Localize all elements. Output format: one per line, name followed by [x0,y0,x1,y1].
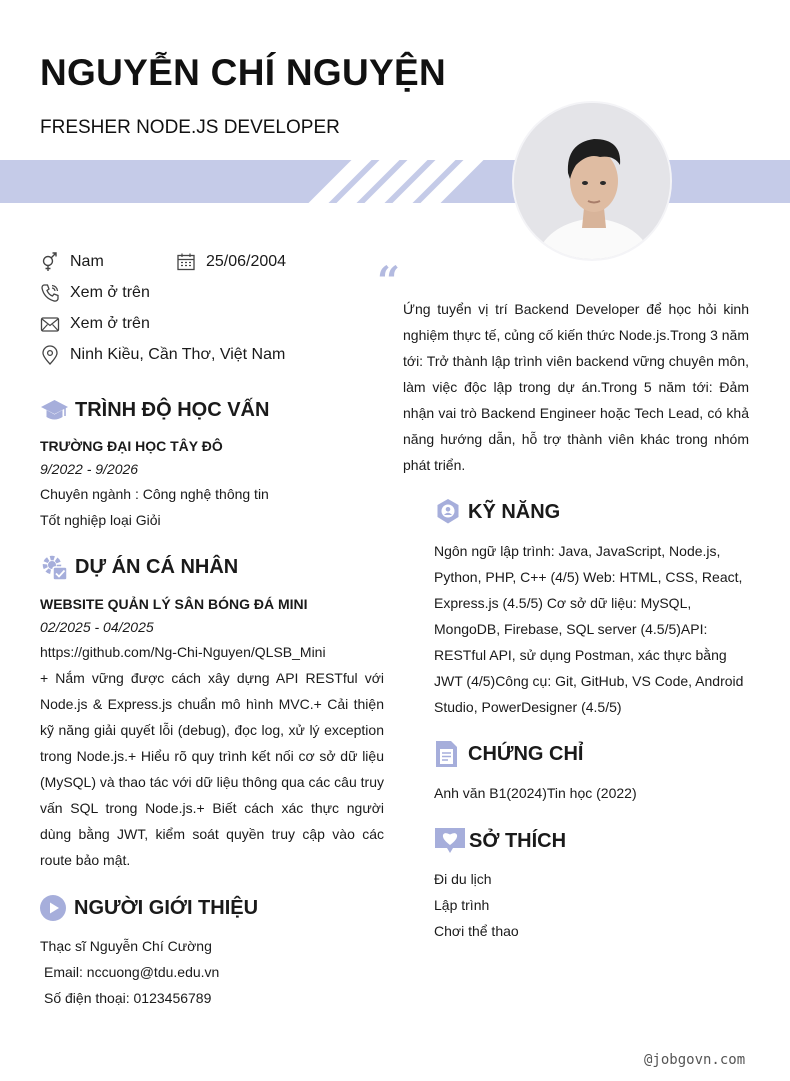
address-row [40,344,285,366]
mail-icon [40,314,60,334]
school-name: TRƯỜNG ĐẠI HỌC TÂY ĐÔ [40,438,223,454]
projects-heading [40,553,238,582]
reference-email: Email: nccuong@tdu.edu.vn [44,964,220,980]
hobby-item: Chơi thể thao [434,923,519,939]
gender-icon [40,252,60,272]
education-grade: Tốt nghiệp loại Giỏi [40,512,161,528]
hobby-item: Lập trình [434,897,490,913]
location-pin-icon [40,345,60,365]
education-title: TRÌNH ĐỘ HỌC VẤN [75,398,270,421]
portrait-image [514,103,672,261]
phone-value: Xem ở trên [70,284,150,301]
skills-text: Ngôn ngữ lập trình: Java, JavaScript, Node.js, Python, PHP, C++ (4/5) Web: HTML, CSS, React, Express.js (4.5/5) Cơ sở dữ liệu: MySQL, MongoDB, Firebase, SQL server (4.5/5)API: RESTful API, sử dụng Postman, xác thực bằng JWT (4/5)Công cụ: Git, GitHub, VS Code, Android Studio, PowerDesigner (4.5/5) [434,543,744,715]
references-heading [40,894,258,922]
heart-chat-icon [434,826,466,856]
graduation-cap-icon [40,396,69,424]
calendar-icon [176,252,196,272]
skills-title: KỸ NĂNG [468,500,561,523]
project-description: + Nắm vững được cách xây dựng API RESTful với Node.js & Express.js chuẩn mô hình MVC.+ Cải thiện kỹ năng giải quyết lỗi (debug), đọc log, xử lý exception trong Node.js.+ Hiểu rõ quy trình kết nối cơ sở dữ liệu (MySQL) và thao tác với dữ liệu thông qua các câu truy vấn SQL trong Node.js.+ Biết cách xác thực người dùng bằng JWT, kiểm soát quyền truy cập vào các route bảo mật. [40,670,384,868]
skill-badge-icon [434,498,462,526]
email-value: Xem ở trên [70,315,150,332]
projects-title: DỰ ÁN CÁ NHÂN [75,556,239,578]
skills-heading [434,498,560,526]
job-title: FRESHER NODE.JS DEVELOPER [40,117,340,138]
profile-photo [512,101,672,261]
education-major: Chuyên ngành : Công nghệ thông tin [40,486,269,502]
education-period: 9/2022 - 9/2026 [40,461,139,477]
quote-mark-icon: “ [377,258,401,305]
hobby-item: Đi du lịch [434,871,492,887]
email-row [40,313,150,335]
certificates-title: CHỨNG CHỈ [468,742,584,765]
birthdate-row [176,251,286,273]
career-objective: Ứng tuyển vị trí Backend Developer để học hỏi kinh nghiệm thực tế, củng cố kiến thức Node.js.Trong 3 năm tới: Trở thành lập trình viên backend vững chuyên môn, làm việc độc lập trong dự án.Trong 5 năm tới: Đảm nhận vai trò Backend Engineer hoặc Tech Lead, có khả năng hướng dẫn, hỗ trợ thành viên khác trong nhóm phát triển. [403,301,749,473]
gear-check-icon [40,553,69,582]
phone-row [40,282,150,304]
candidate-name: NGUYỄN CHÍ NGUYỆN [40,52,446,93]
references-title: NGƯỜI GIỚI THIỆU [74,896,259,919]
reference-name: Thạc sĩ Nguyễn Chí Cường [40,938,212,954]
education-heading [40,396,269,424]
project-link[interactable]: https://github.com/Ng-Chi-Nguyen/QLSB_Mini [40,644,326,660]
gender-value: Nam [70,253,104,270]
play-circle-icon [40,894,68,922]
footer-watermark: @jobgovn.com [644,1052,746,1068]
certificate-icon [434,740,462,768]
project-name: WEBSITE QUẢN LÝ SÂN BÓNG ĐÁ MINI [40,596,308,612]
project-period: 02/2025 - 04/2025 [40,619,154,635]
certificates-heading [434,740,583,768]
certificates-text: Anh văn B1(2024)Tin học (2022) [434,785,637,801]
hobbies-heading [434,826,566,856]
gender-row [40,251,104,273]
birthdate-value: 25/06/2004 [206,253,287,270]
phone-icon [40,283,60,303]
hobbies-title: SỞ THÍCH [469,829,567,852]
address-value: Ninh Kiều, Cần Thơ, Việt Nam [70,346,286,363]
reference-phone: Số điện thoại: 0123456789 [44,990,212,1006]
